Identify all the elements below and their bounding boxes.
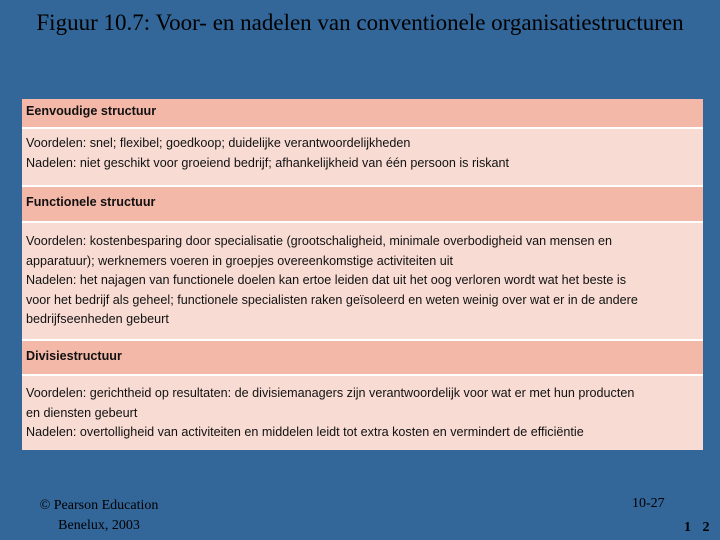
section-body [22,376,703,450]
body-line: Nadelen: het najagen van functionele doelen kan ertoe leiden dat uit het oog verloren wordt wat het beste is [26,273,627,287]
section-body [22,129,703,187]
body-line: Voordelen: kostenbesparing door specialisatie (grootschaligheid, minimale overbodigheid van mensen en [26,234,612,248]
slide-title: Figuur 10.7: Voor- en nadelen van conventionele organisatiestructuren [36,10,684,35]
body-line: bedrijfseenheden gebeurt [26,312,169,326]
section-heading: Eenvoudige structuur [22,99,703,129]
body-line: Nadelen: niet geschikt voor groeiend bedrijf; afhankelijkheid van één persoon is riskant [26,155,510,170]
slide-number: 1 2 [684,520,714,535]
body-line: voor het bedrijf als geheel; functionele specialisten raken geïsoleerd en weten weinig over wat er in de andere [26,292,638,307]
section-heading: Functionele structuur [22,187,703,223]
comparison-table [22,99,703,450]
copyright-notice [24,496,174,536]
body-line: en diensten gebeurt [26,405,138,420]
copyright-line: Benelux, 2003 [58,518,140,533]
section-heading: Divisiestructuur [22,341,703,376]
body-line: Voordelen: gerichtheid op resultaten: de divisiemanagers zijn verantwoordelijk voor wat er met hun producten [26,386,635,400]
copyright-line: © Pearson Education [39,498,159,513]
body-line: apparatuur); werknemers voeren in groepjes overeenkomstige activiteiten uit [26,253,454,268]
body-line: Nadelen: overtolligheid van activiteiten en middelen leidt tot extra kosten en vermindert de efficiëntie [26,425,584,439]
page-reference: 10-27 [632,496,665,511]
section-body [22,223,703,341]
body-line: Voordelen: snel; flexibel; goedkoop; duidelijke verantwoordelijkheden [26,136,411,150]
